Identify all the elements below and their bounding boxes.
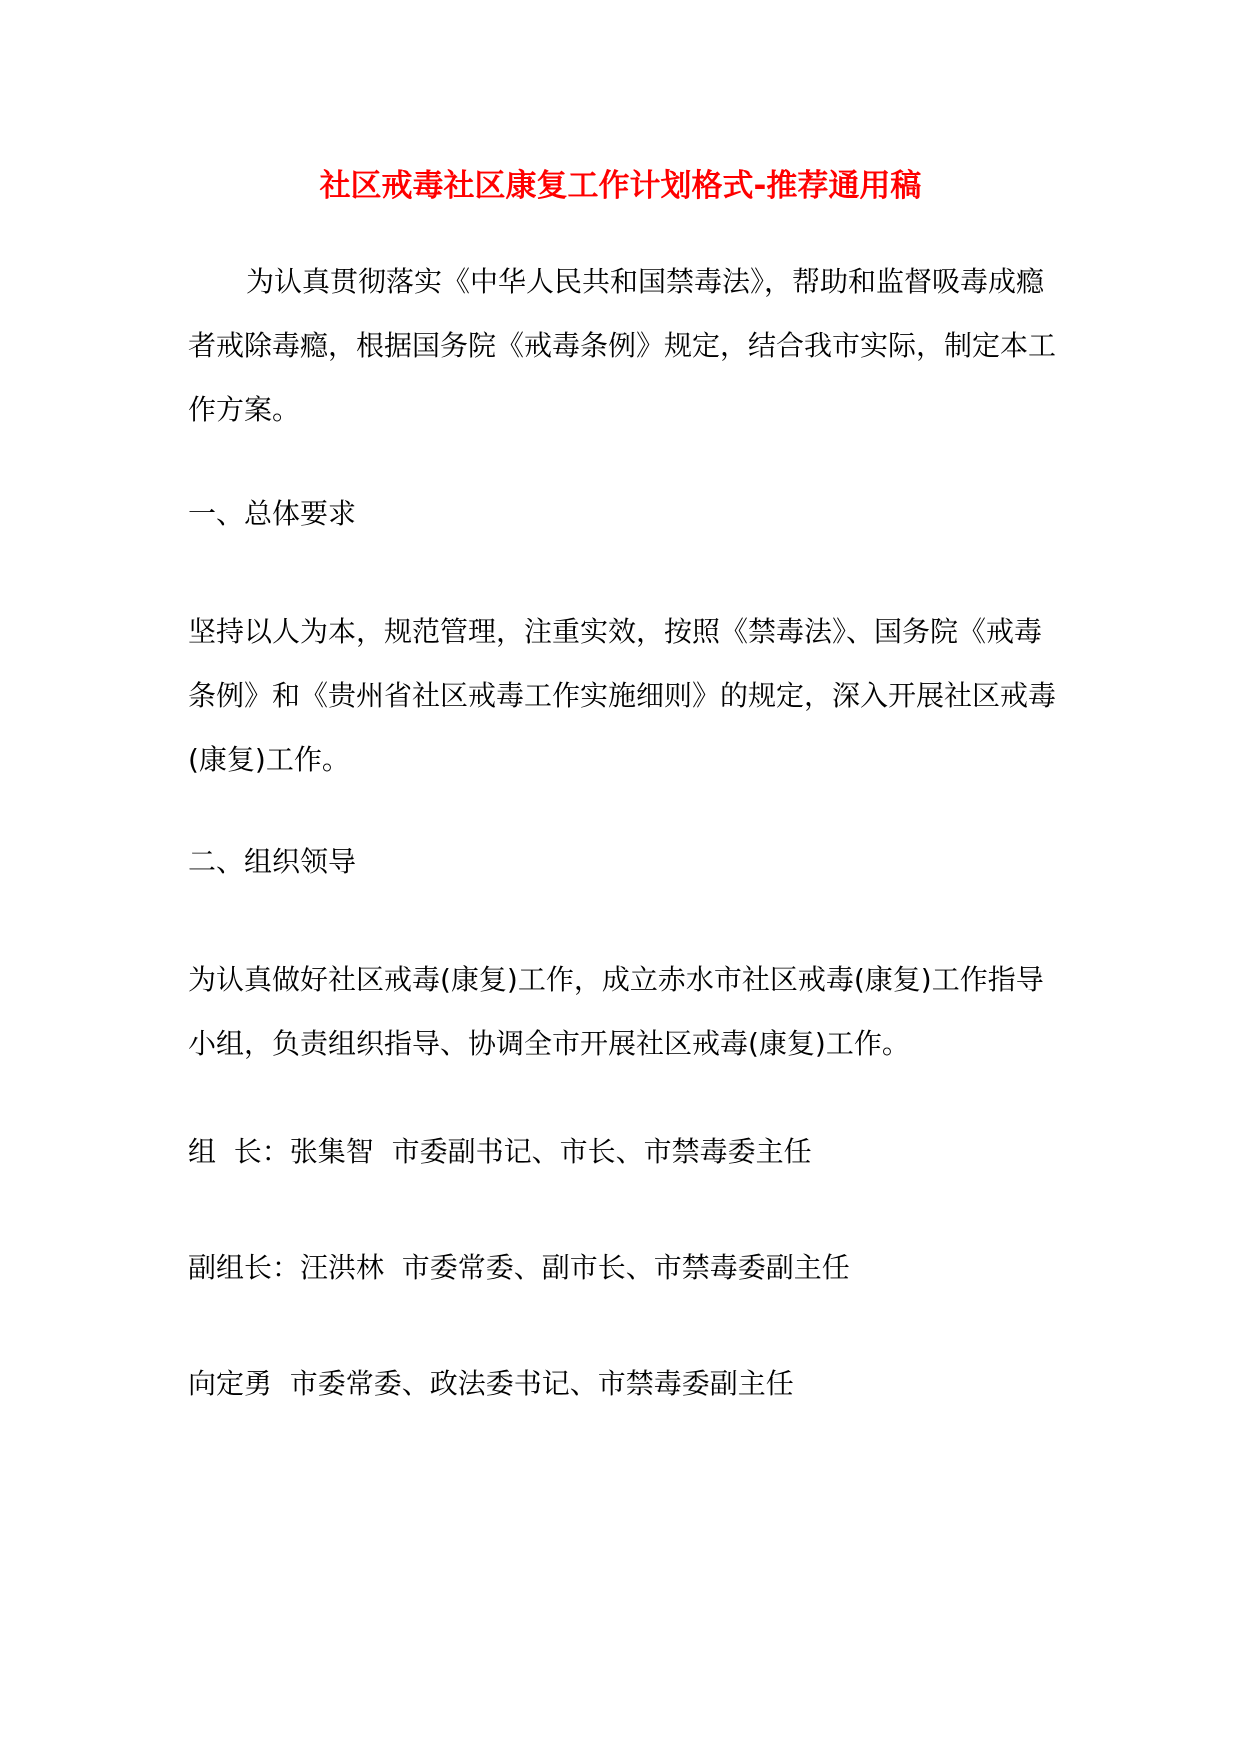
- leader-line: 组 长：张集智 市委副书记、市长、市禁毒委主任: [188, 1135, 812, 1168]
- deputy-leader-line-2: 向定勇 市委常委、政法委书记、市禁毒委副主任: [188, 1367, 794, 1400]
- section-2-heading: 二、组织领导: [188, 845, 357, 878]
- document-title: 社区戒毒社区康复工作计划格式-推荐通用稿: [319, 168, 922, 204]
- section-1-heading: 一、总体要求: [188, 497, 357, 530]
- intro-paragraph: 为认真贯彻落实《中华人民共和国禁毒法》，帮助和监督吸毒成瘾者戒除毒瘾，根据国务院《戒毒条例》规定，结合我市实际，制定本工作方案。: [188, 265, 1057, 426]
- section-2-paragraph: 为认真做好社区戒毒(康复)工作，成立赤水市社区戒毒(康复)工作指导小组，负责组织指导、协调全市开展社区戒毒(康复)工作。: [188, 963, 1044, 1060]
- deputy-leader-line: 副组长：汪洪林 市委常委、副市长、市禁毒委副主任: [188, 1251, 850, 1284]
- section-1-paragraph: 坚持以人为本，规范管理，注重实效，按照《禁毒法》、国务院《戒毒条例》和《贵州省社区戒毒工作实施细则》的规定，深入开展社区戒毒(康复)工作。: [188, 615, 1057, 776]
